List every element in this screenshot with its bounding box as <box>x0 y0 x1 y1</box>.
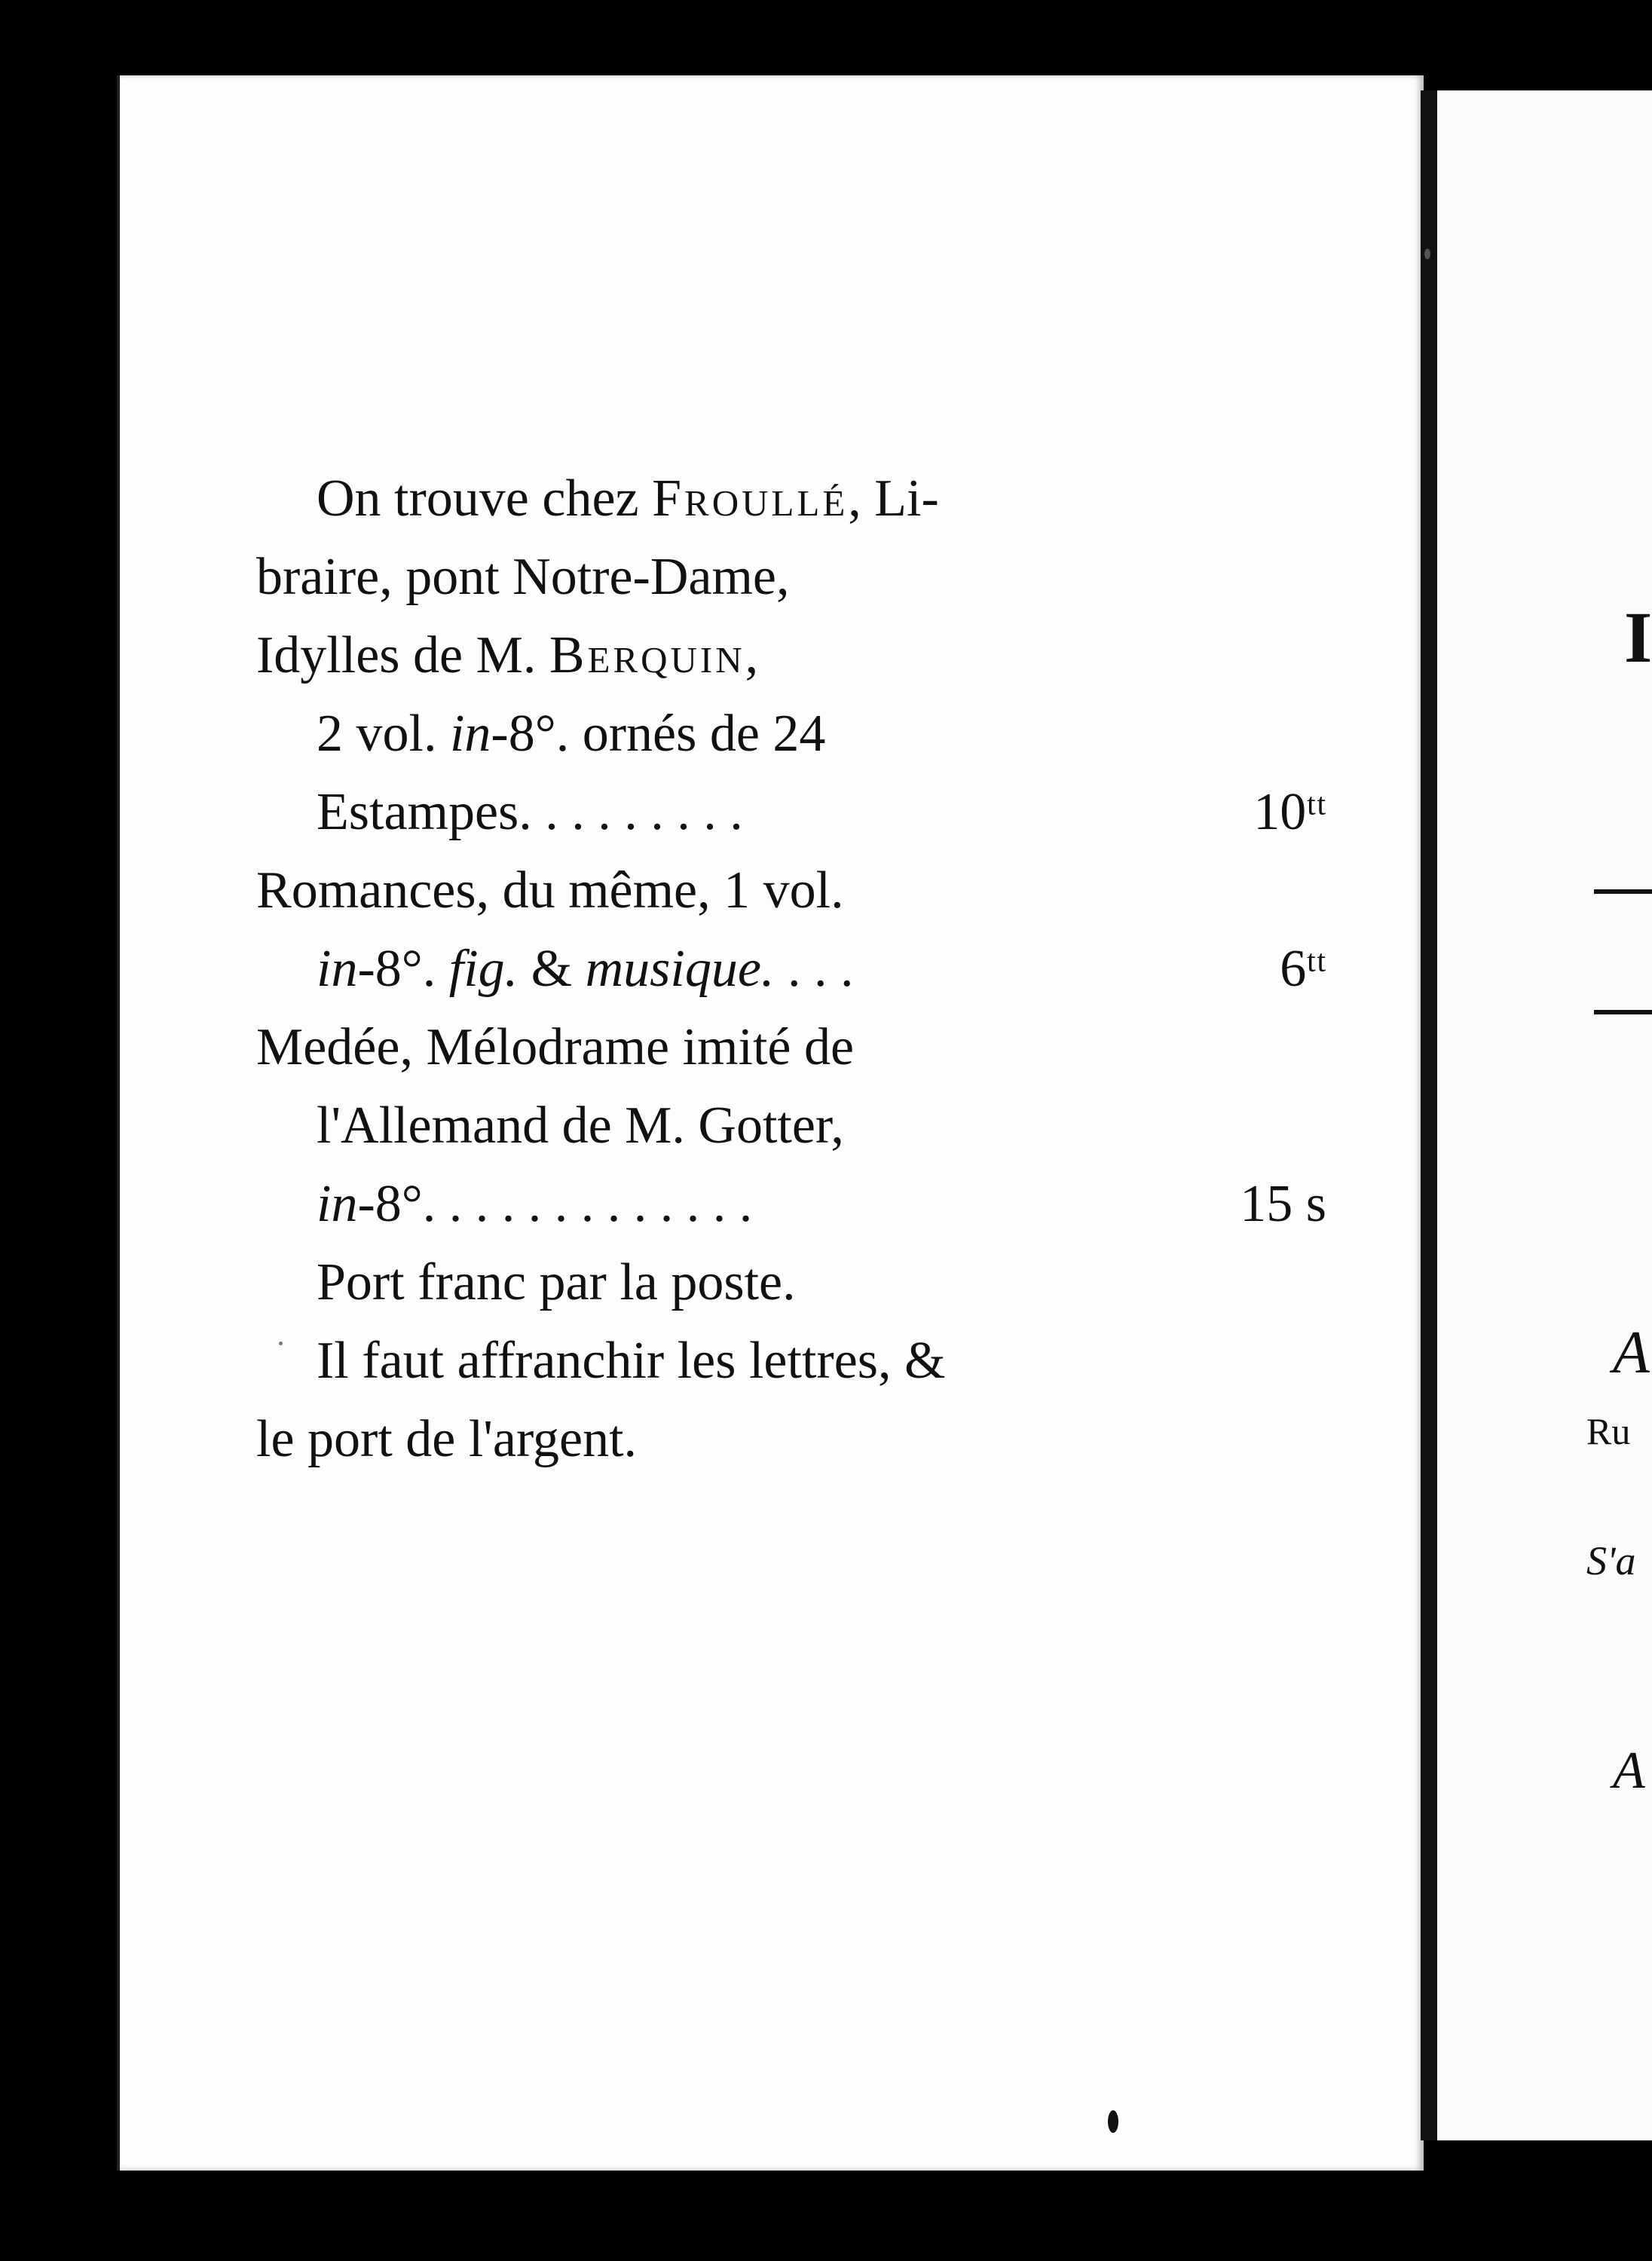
advert-line <box>256 852 1326 930</box>
text: Il faut affranchir les lettres, & <box>317 1332 946 1390</box>
advert-line <box>256 1400 1326 1479</box>
right-page-fragment: A <box>1613 1320 1650 1386</box>
paper-speck <box>1424 249 1430 259</box>
text: le port de l'argent. <box>256 1410 638 1468</box>
advert-line <box>256 1008 1326 1087</box>
format: in <box>449 705 491 763</box>
advert-line <box>256 1322 1326 1400</box>
advert-line <box>256 616 1326 695</box>
text: On trouve chez <box>317 470 653 528</box>
advert-line <box>256 460 1326 538</box>
right-page-fragment: Ru <box>1586 1410 1631 1452</box>
advert-line <box>256 695 1326 773</box>
advert-line <box>256 1244 1326 1322</box>
advert-line <box>256 1087 1326 1165</box>
paper-speck <box>1108 2110 1118 2133</box>
text: -8°. <box>357 940 449 998</box>
text: Estampes. . . . . . . . . <box>317 783 743 841</box>
text: Idylles de M. <box>256 626 549 684</box>
price: 15 s <box>1240 1175 1326 1233</box>
text: -8°. ornés de 24 <box>491 705 826 763</box>
format: in <box>317 940 358 998</box>
bookseller-name: Froullé <box>652 470 849 528</box>
rule <box>1594 1010 1652 1014</box>
text: . . . <box>774 940 854 998</box>
price: 10ᵗᵗ <box>1253 783 1326 841</box>
price: 6ᵗᵗ <box>1280 940 1326 998</box>
text: , <box>745 626 759 684</box>
book-gutter <box>1421 90 1437 2140</box>
advert-line <box>256 1165 1326 1244</box>
author-name: Berquin <box>549 626 745 684</box>
text: -8°. . . . . . . . . . . . . <box>357 1175 753 1233</box>
right-page-fragment: S'a <box>1586 1538 1636 1583</box>
text: Port franc par la poste. <box>317 1253 796 1311</box>
right-page <box>1437 90 1652 2140</box>
advert-line <box>256 773 1326 852</box>
right-page-fragment: A <box>1613 1742 1645 1800</box>
text: & <box>518 940 586 998</box>
text: l'Allemand de M. Gotter, <box>317 1097 844 1155</box>
rule <box>1594 889 1652 894</box>
text: fig. <box>448 940 519 998</box>
right-page-fragment: I <box>1624 597 1652 678</box>
format: in <box>317 1175 358 1233</box>
text: Romances, du même, 1 vol. <box>256 861 844 919</box>
text: 2 vol. <box>317 705 450 763</box>
text: Medée, Mélodrame imité de <box>256 1018 855 1076</box>
advert-line <box>256 538 1326 616</box>
text: , Li- <box>848 470 939 528</box>
advert-line <box>256 930 1326 1008</box>
text: musique. <box>585 940 775 998</box>
bookseller-advertisement <box>256 460 1326 1479</box>
text: braire, pont Notre-Dame, <box>256 548 790 606</box>
